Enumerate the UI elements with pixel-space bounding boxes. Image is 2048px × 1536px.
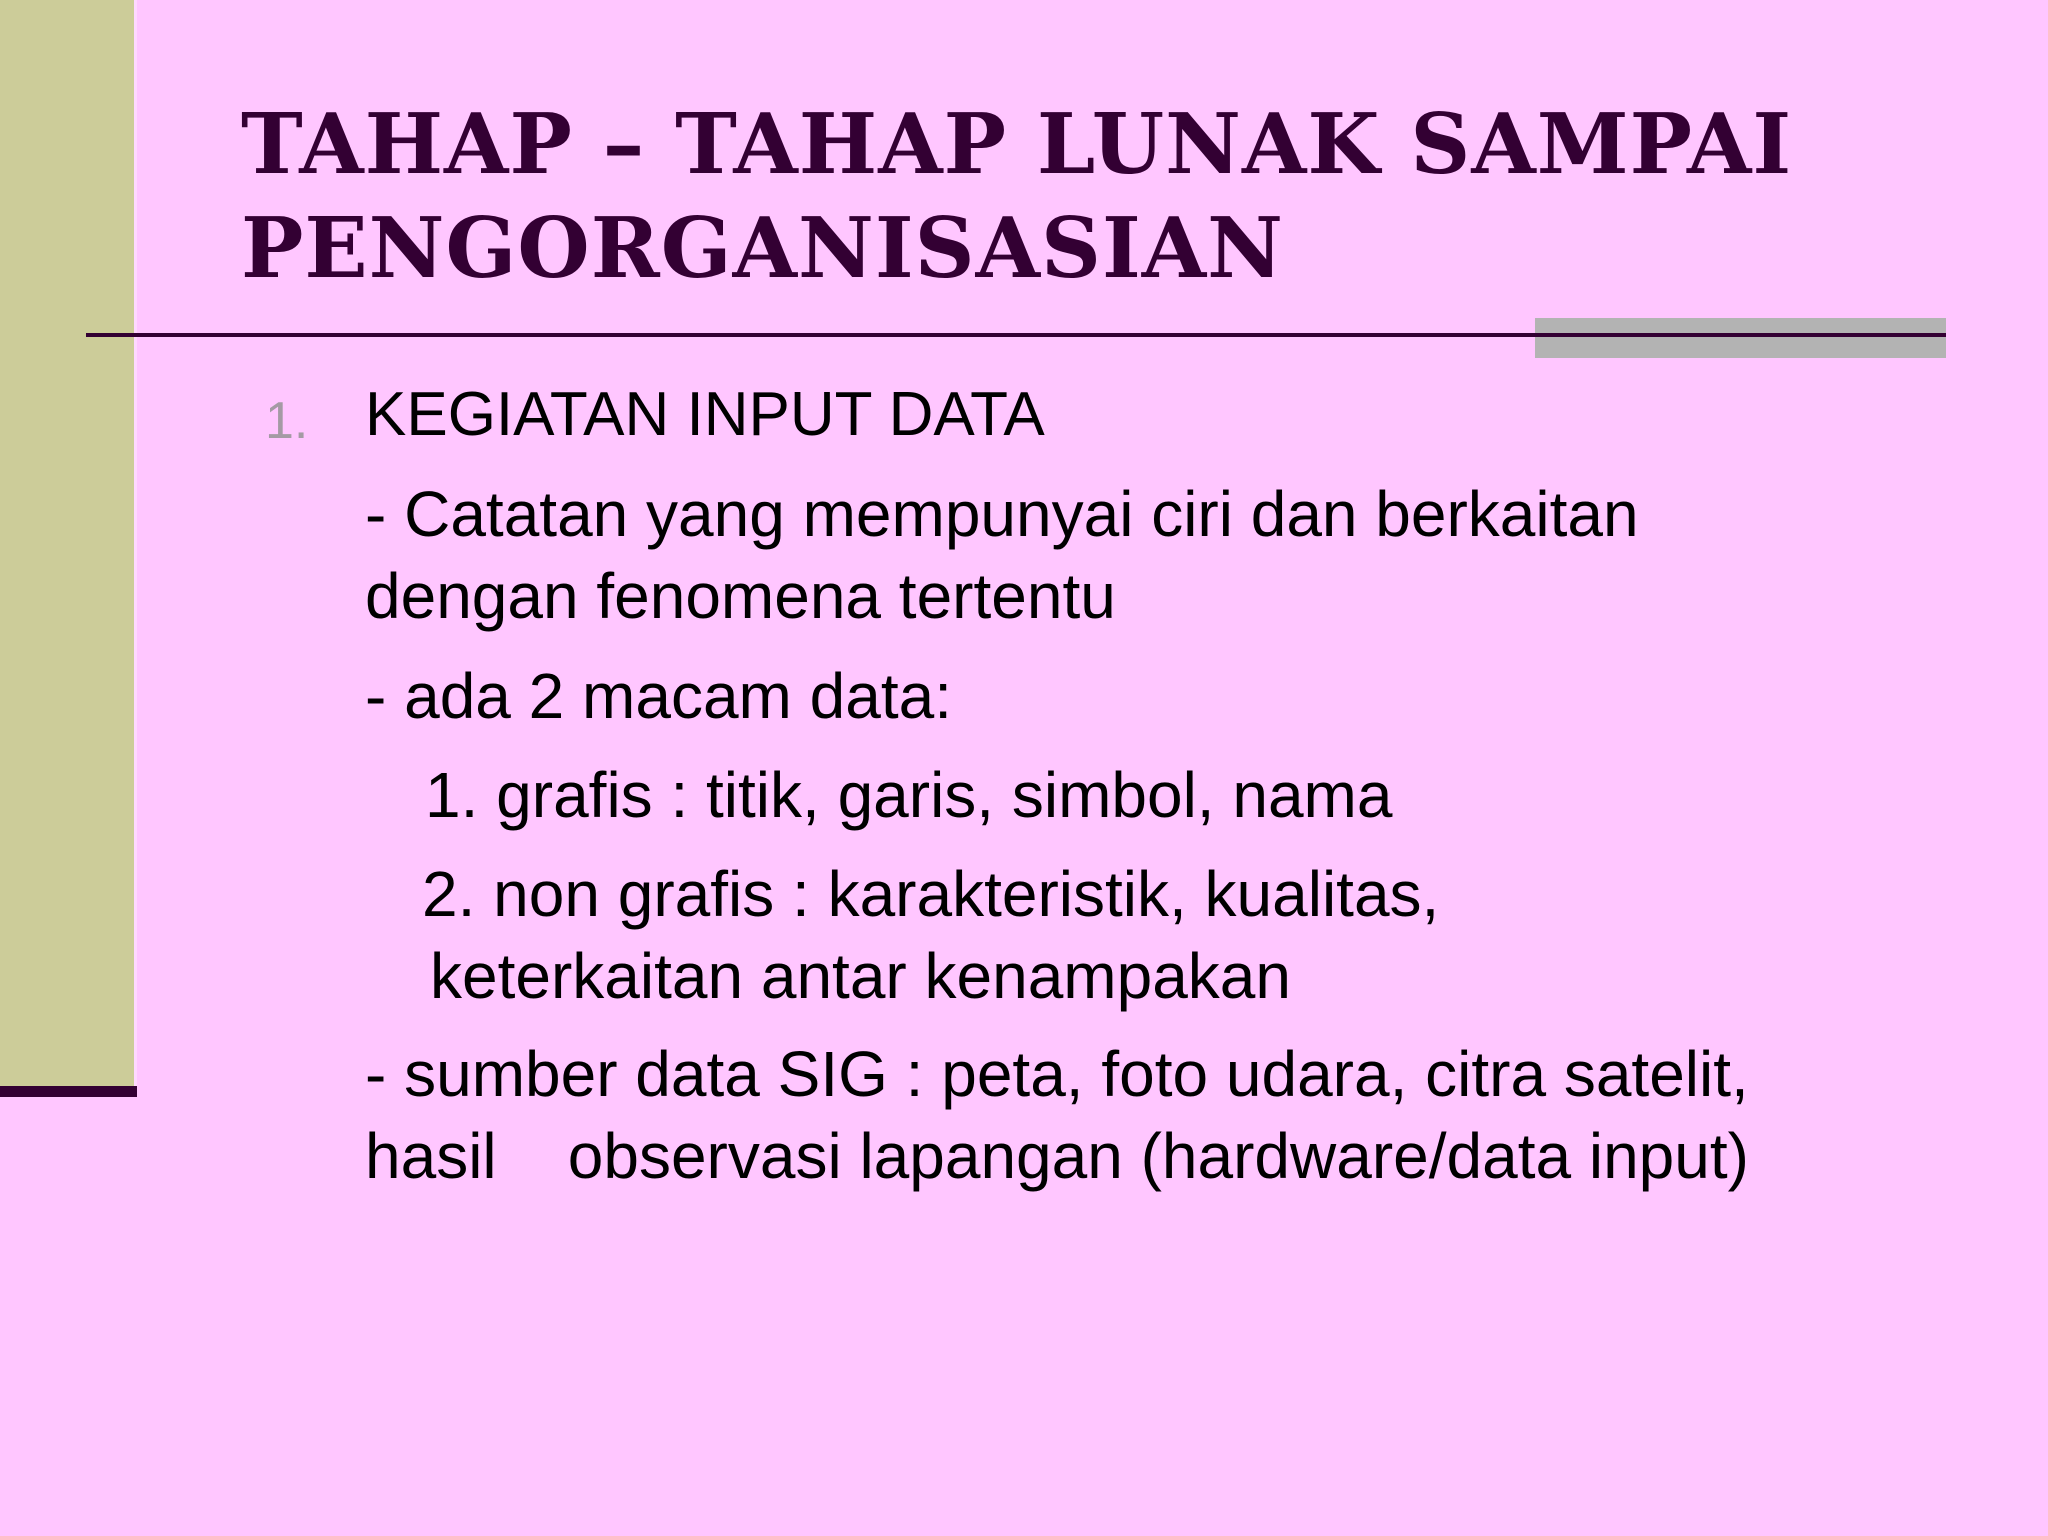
body-line-8: hasil observasi lapangan (hardware/data input) (365, 1120, 1749, 1192)
section-heading: KEGIATAN INPUT DATA (365, 380, 1045, 449)
slide-title-line-2: PENGORGANISASIAN (241, 199, 1285, 297)
body-line-6: keterkaitan antar kenampakan (430, 940, 1291, 1012)
body-line-2: dengan fenomena tertentu (365, 560, 1116, 632)
body-line-4: 1. grafis : titik, garis, simbol, nama (425, 759, 1393, 831)
body-line-7: - sumber data SIG : peta, foto udara, citra satelit, (365, 1038, 1749, 1110)
body-line-5: 2. non grafis : karakteristik, kualitas, (422, 858, 1440, 930)
slide-title-line-1: TAHAP – TAHAP LUNAK SAMPAI (241, 95, 1793, 193)
body-line-1: - Catatan yang mempunyai ciri dan berkaitan (365, 478, 1639, 550)
list-number: 1. (265, 392, 309, 450)
body-line-3: - ada 2 macam data: (365, 660, 952, 732)
